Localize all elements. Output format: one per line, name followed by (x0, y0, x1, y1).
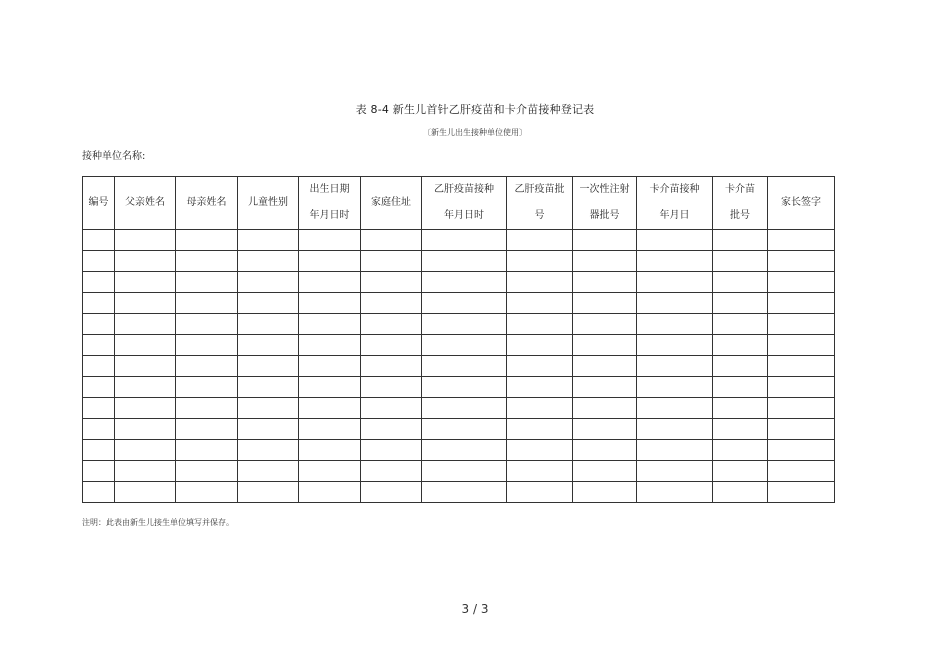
table-cell[interactable] (637, 461, 713, 482)
table-cell[interactable] (422, 419, 507, 440)
table-cell[interactable] (507, 314, 573, 335)
table-cell[interactable] (299, 377, 361, 398)
header-hepb-batch-number: 乙肝疫苗批 号 (507, 177, 573, 230)
table-cell[interactable] (507, 293, 573, 314)
table-cell[interactable] (83, 293, 115, 314)
table-cell[interactable] (299, 398, 361, 419)
table-cell[interactable] (768, 335, 835, 356)
table-cell[interactable] (637, 398, 713, 419)
table-cell[interactable] (573, 293, 637, 314)
table-cell[interactable] (768, 356, 835, 377)
table-cell[interactable] (507, 356, 573, 377)
table-cell[interactable] (713, 230, 768, 251)
table-cell[interactable] (422, 314, 507, 335)
table-cell[interactable] (768, 293, 835, 314)
table-cell[interactable] (299, 461, 361, 482)
table-cell[interactable] (238, 419, 299, 440)
table-cell[interactable] (637, 335, 713, 356)
unit-name-label: 接种单位名称: (82, 151, 146, 162)
document-subtitle: 〔新生儿出生接种单位使用〕 (423, 128, 527, 137)
table-row (83, 482, 835, 503)
table-cell[interactable] (713, 293, 768, 314)
table-row (83, 440, 835, 461)
table-cell[interactable] (507, 377, 573, 398)
table-cell[interactable] (176, 335, 238, 356)
table-cell[interactable] (361, 314, 422, 335)
table-cell[interactable] (713, 314, 768, 335)
table-cell[interactable] (573, 461, 637, 482)
table-cell[interactable] (83, 335, 115, 356)
table-cell[interactable] (422, 335, 507, 356)
table-cell[interactable] (768, 461, 835, 482)
table-cell[interactable] (637, 251, 713, 272)
table-cell[interactable] (361, 377, 422, 398)
table-cell[interactable] (637, 377, 713, 398)
table-cell[interactable] (176, 440, 238, 461)
table-row (83, 356, 835, 377)
table-cell[interactable] (637, 419, 713, 440)
header-bcg-batch-number: 卡介苗 批号 (713, 177, 768, 230)
table-cell[interactable] (299, 230, 361, 251)
table-cell[interactable] (422, 251, 507, 272)
table-cell[interactable] (637, 356, 713, 377)
header-child-sex: 儿童性别 (238, 177, 299, 230)
table-cell[interactable] (176, 419, 238, 440)
table-cell[interactable] (238, 293, 299, 314)
table-row (83, 398, 835, 419)
table-cell[interactable] (299, 440, 361, 461)
table-cell[interactable] (637, 230, 713, 251)
table-cell[interactable] (422, 440, 507, 461)
table-cell[interactable] (238, 230, 299, 251)
table-cell[interactable] (83, 398, 115, 419)
table-cell[interactable] (299, 419, 361, 440)
table-cell[interactable] (299, 314, 361, 335)
table-cell[interactable] (361, 398, 422, 419)
table-cell[interactable] (238, 251, 299, 272)
table-cell[interactable] (299, 482, 361, 503)
table-cell[interactable] (115, 356, 176, 377)
table-cell[interactable] (361, 440, 422, 461)
table-cell[interactable] (507, 419, 573, 440)
header-home-address: 家庭住址 (361, 177, 422, 230)
table-row (83, 335, 835, 356)
table-cell[interactable] (238, 482, 299, 503)
table-cell[interactable] (422, 356, 507, 377)
table-row (83, 293, 835, 314)
table-cell[interactable] (115, 482, 176, 503)
table-cell[interactable] (573, 356, 637, 377)
table-cell[interactable] (83, 461, 115, 482)
table-cell[interactable] (83, 251, 115, 272)
table-cell[interactable] (83, 314, 115, 335)
table-row (83, 377, 835, 398)
table-cell[interactable] (176, 293, 238, 314)
table-cell[interactable] (176, 272, 238, 293)
table-cell[interactable] (768, 482, 835, 503)
table-cell[interactable] (83, 230, 115, 251)
header-parent-signature: 家长签字 (768, 177, 835, 230)
table-cell[interactable] (507, 398, 573, 419)
table-cell[interactable] (238, 440, 299, 461)
table-cell[interactable] (238, 461, 299, 482)
table-cell[interactable] (507, 230, 573, 251)
table-cell[interactable] (422, 230, 507, 251)
table-cell[interactable] (713, 440, 768, 461)
table-cell[interactable] (238, 314, 299, 335)
table-cell[interactable] (361, 293, 422, 314)
table-cell[interactable] (361, 461, 422, 482)
table-cell[interactable] (637, 440, 713, 461)
table-cell[interactable] (176, 482, 238, 503)
table-cell[interactable] (637, 314, 713, 335)
table-row (83, 230, 835, 251)
table-cell[interactable] (115, 335, 176, 356)
table-cell[interactable] (361, 251, 422, 272)
table-row (83, 461, 835, 482)
table-cell[interactable] (768, 251, 835, 272)
table-cell[interactable] (507, 335, 573, 356)
table-cell[interactable] (713, 272, 768, 293)
table-cell[interactable] (507, 482, 573, 503)
table-cell[interactable] (176, 314, 238, 335)
table-cell[interactable] (361, 230, 422, 251)
table-row (83, 314, 835, 335)
document-title: 表 8-4 新生儿首针乙肝疫苗和卡介苗接种登记表 (355, 103, 595, 116)
table-note: 注明：此表由新生儿接生单位填写并保存。 (82, 518, 234, 527)
table-cell[interactable] (768, 440, 835, 461)
table-cell[interactable] (176, 398, 238, 419)
table-cell[interactable] (83, 377, 115, 398)
table-header-row (83, 177, 835, 230)
table-cell[interactable] (637, 293, 713, 314)
table-cell[interactable] (176, 356, 238, 377)
table-cell[interactable] (176, 461, 238, 482)
table-cell[interactable] (422, 398, 507, 419)
table-cell[interactable] (573, 314, 637, 335)
table-cell[interactable] (176, 230, 238, 251)
table-row (83, 251, 835, 272)
table-cell[interactable] (299, 335, 361, 356)
table-row (83, 272, 835, 293)
table-cell[interactable] (573, 440, 637, 461)
table-cell[interactable] (115, 293, 176, 314)
header-mother-name: 母亲姓名 (176, 177, 238, 230)
header-syringe-batch-number: 一次性注射 器批号 (573, 177, 637, 230)
table-cell[interactable] (768, 398, 835, 419)
table-cell[interactable] (299, 251, 361, 272)
table-cell[interactable] (238, 335, 299, 356)
table-cell[interactable] (361, 356, 422, 377)
table-cell[interactable] (115, 314, 176, 335)
table-cell[interactable] (176, 377, 238, 398)
table-cell[interactable] (83, 482, 115, 503)
table-cell[interactable] (507, 440, 573, 461)
table-cell[interactable] (299, 293, 361, 314)
table-cell[interactable] (573, 377, 637, 398)
table-cell[interactable] (713, 377, 768, 398)
table-cell[interactable] (713, 398, 768, 419)
table-cell[interactable] (238, 398, 299, 419)
table-cell[interactable] (768, 377, 835, 398)
table-cell[interactable] (713, 419, 768, 440)
table-cell[interactable] (422, 461, 507, 482)
table-cell[interactable] (713, 461, 768, 482)
table-cell[interactable] (361, 272, 422, 293)
table-cell[interactable] (573, 272, 637, 293)
table-cell[interactable] (115, 419, 176, 440)
table-cell[interactable] (299, 272, 361, 293)
table-cell[interactable] (83, 419, 115, 440)
table-cell[interactable] (83, 356, 115, 377)
table-cell[interactable] (115, 230, 176, 251)
table-cell[interactable] (238, 377, 299, 398)
table-cell[interactable] (115, 251, 176, 272)
table-cell[interactable] (573, 230, 637, 251)
table-cell[interactable] (713, 251, 768, 272)
table-cell[interactable] (238, 272, 299, 293)
table-cell[interactable] (713, 356, 768, 377)
table-cell[interactable] (573, 419, 637, 440)
table-cell[interactable] (507, 272, 573, 293)
table-cell[interactable] (713, 482, 768, 503)
table-cell[interactable] (299, 356, 361, 377)
table-cell[interactable] (422, 293, 507, 314)
header-bcg-vaccination-date: 卡介苗接种 年月日 (637, 177, 713, 230)
table-cell[interactable] (713, 335, 768, 356)
table-cell[interactable] (768, 419, 835, 440)
table-cell[interactable] (768, 314, 835, 335)
table-cell[interactable] (361, 482, 422, 503)
table-cell[interactable] (83, 440, 115, 461)
table-cell[interactable] (361, 419, 422, 440)
table-cell[interactable] (507, 461, 573, 482)
table-cell[interactable] (507, 251, 573, 272)
page-number: 3 / 3 (461, 602, 489, 616)
table-cell[interactable] (768, 230, 835, 251)
table-cell[interactable] (115, 398, 176, 419)
table-cell[interactable] (115, 461, 176, 482)
table-cell[interactable] (573, 398, 637, 419)
table-cell[interactable] (115, 440, 176, 461)
table-body (83, 230, 835, 503)
table-cell[interactable] (238, 356, 299, 377)
table-cell[interactable] (176, 251, 238, 272)
table-cell[interactable] (573, 251, 637, 272)
table-cell[interactable] (637, 482, 713, 503)
table-cell[interactable] (115, 377, 176, 398)
table-row (83, 419, 835, 440)
table-cell[interactable] (573, 335, 637, 356)
header-serial-number: 编号 (83, 177, 115, 230)
table-cell[interactable] (768, 272, 835, 293)
header-hepb-vaccination-time: 乙肝疫苗接种 年月日时 (422, 177, 507, 230)
table-cell[interactable] (573, 482, 637, 503)
table-cell[interactable] (422, 482, 507, 503)
table-cell[interactable] (115, 272, 176, 293)
header-father-name: 父亲姓名 (115, 177, 176, 230)
table-cell[interactable] (422, 377, 507, 398)
table-cell[interactable] (422, 272, 507, 293)
table-cell[interactable] (83, 272, 115, 293)
table-cell[interactable] (361, 335, 422, 356)
table-cell[interactable] (637, 272, 713, 293)
registration-table (82, 176, 835, 503)
header-birth-date: 出生日期 年月日时 (299, 177, 361, 230)
